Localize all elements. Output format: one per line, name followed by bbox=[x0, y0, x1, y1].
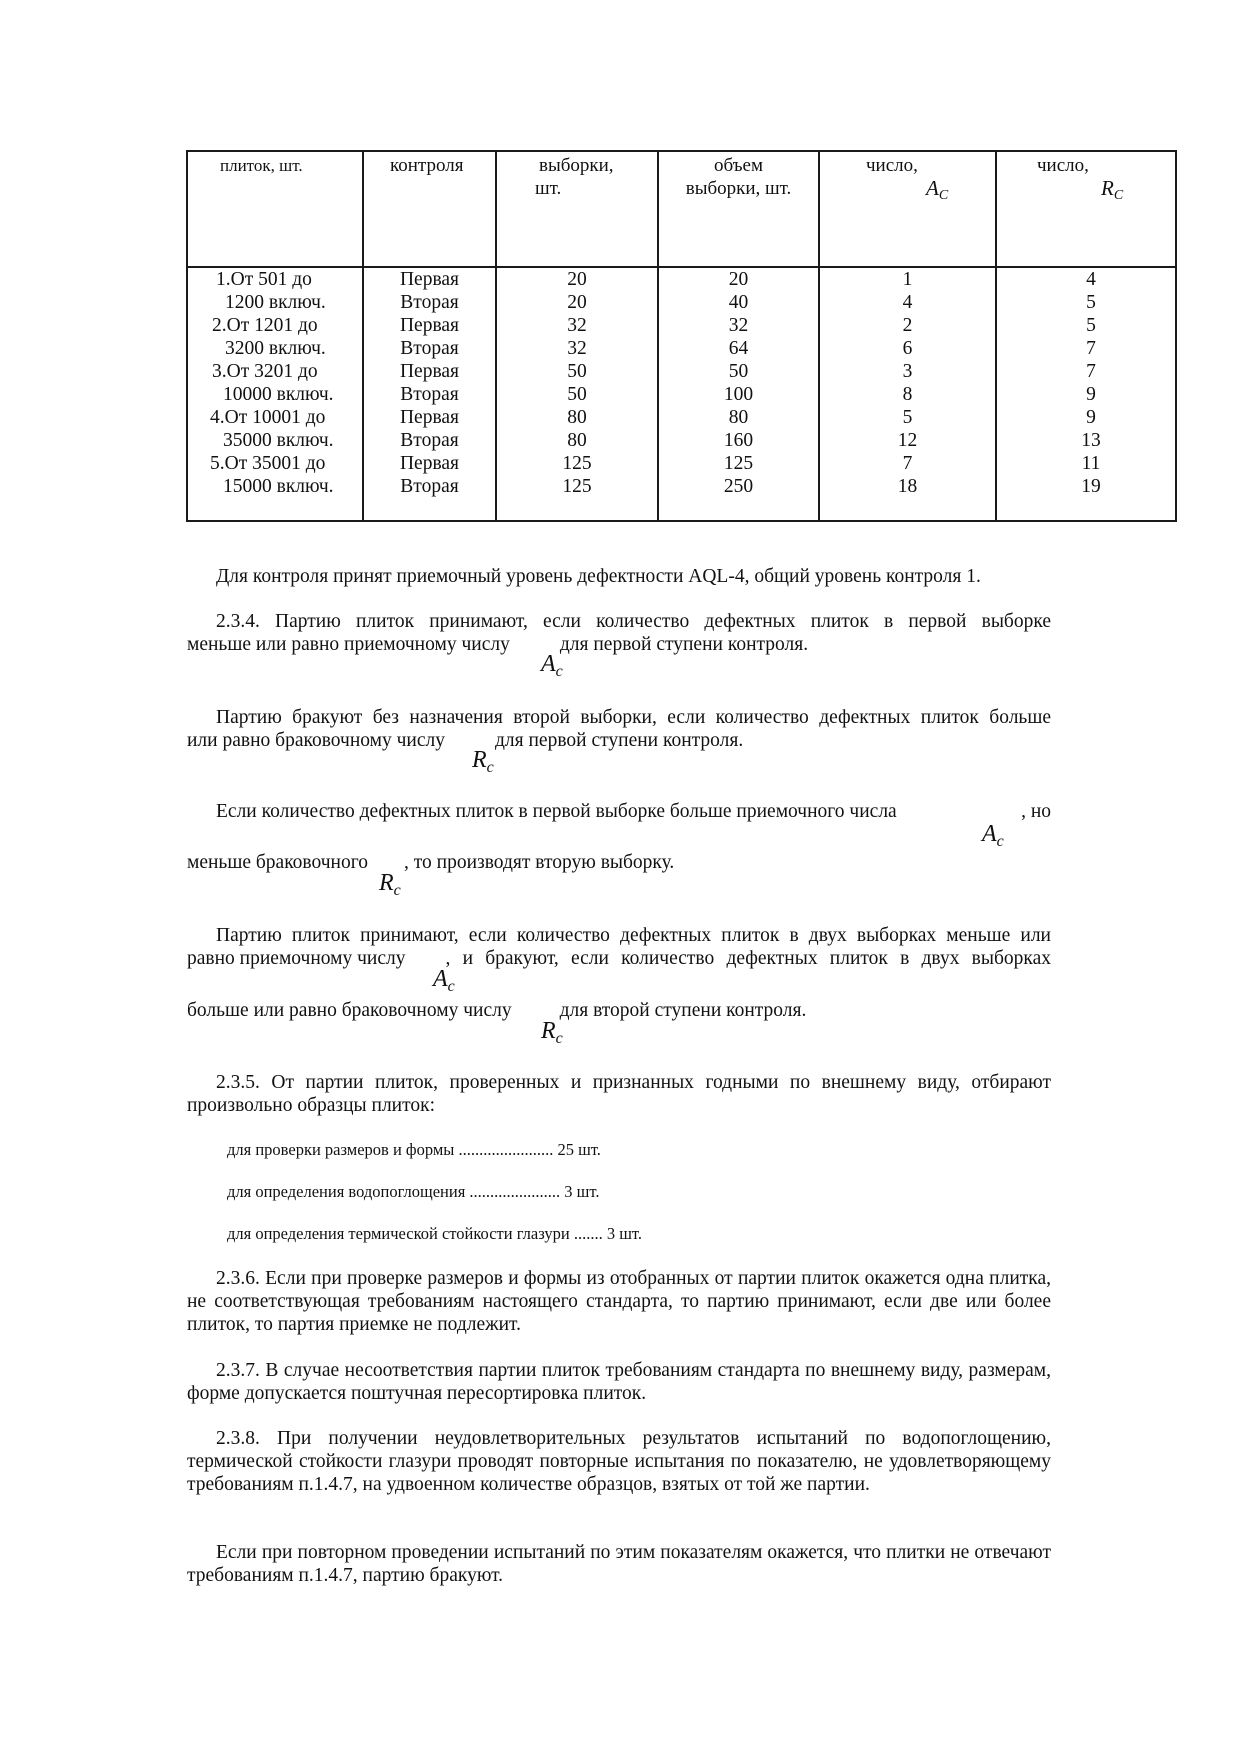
rc-symbol: $R_c$ bbox=[379, 870, 401, 899]
sample-list-item: для определения водопоглощения ...................... 3 шт. bbox=[227, 1182, 600, 1201]
ac-symbol: $A_C$ bbox=[926, 176, 949, 203]
acceptance-table bbox=[186, 150, 1177, 522]
two-samples-line3: больше или равно браковочному числу для второй ступени контроля. bbox=[187, 1000, 807, 1021]
two-samples-line1: Партию плиток принимают, если количество дефектных плиток в двух выборках меньше или bbox=[216, 925, 1051, 946]
reject-paragraph-line1: Партию бракуют без назначения второй выборки, если количество дефектных плиток больше bbox=[216, 707, 1051, 728]
second-sample-line1: Если количество дефектных плиток в первой выборке больше приемочного числа , но bbox=[216, 801, 1051, 822]
sample-list-item: для определения термической стойкости глазури ....... 3 шт. bbox=[227, 1224, 642, 1243]
repeat-test-paragraph: Если при повторном проведении испытаний по этим показателям окажется, что плитки не отвечают требованиям п.1.4.7, партию бракуют. bbox=[187, 1542, 1051, 1586]
header-acceptance-number: число, $A_C$ bbox=[819, 151, 996, 267]
aql-paragraph: Для контроля принят приемочный уровень дефектности AQL-4, общий уровень контроля 1. bbox=[216, 566, 981, 587]
sample-size-column: 20 20 32 32 50 50 80 80 125 125 bbox=[496, 267, 658, 521]
party-size-column: 1.От 501 до 1200 включ. 2.От 1201 до 3200 включ. 3.От 3201 до 10000 включ. 4.От 10001 до 35000 включ. 5.От 35001 до 15000 включ. bbox=[187, 267, 363, 521]
rc-symbol: $R_c$ bbox=[541, 1018, 563, 1047]
header-control-stage: контроля bbox=[363, 151, 496, 267]
table-header-row bbox=[187, 151, 1176, 267]
clause-2-3-4-line2: меньше или равно приемочному числу для первой ступени контроля. bbox=[187, 634, 809, 655]
ac-symbol: $A_c$ bbox=[541, 651, 563, 680]
table-body-row bbox=[187, 267, 1176, 521]
acceptance-number-column: 1 4 2 6 3 8 5 12 7 18 bbox=[819, 267, 996, 521]
total-sample-column: 20 40 32 64 50 100 80 160 125 250 bbox=[658, 267, 819, 521]
stage-column: Первая Вторая Первая Вторая Первая Вторая Первая Вторая Первая Вторая bbox=[363, 267, 496, 521]
two-samples-line2: равно приемочному числу , и бракуют, если количество дефектных плиток в двух выборках bbox=[187, 948, 1051, 969]
rc-symbol: $R_c$ bbox=[472, 747, 494, 776]
clause-2-3-5: 2.3.5. От партии плиток, проверенных и признанных годными по внешнему виду, отбирают произвольно образцы плиток: bbox=[187, 1072, 1051, 1116]
reject-paragraph-line2: или равно браковочному числу для первой ступени контроля. bbox=[187, 730, 744, 751]
header-rejection-number: число, $R_C$ bbox=[996, 151, 1176, 267]
clause-2-3-6: 2.3.6. Если при проверке размеров и формы из отобранных от партии плиток окажется одна плитка, не соответствующая требованиям настоящего стандарта, то партию принимают, если две или более плиток, то партия приемке не подлежит. bbox=[187, 1268, 1051, 1335]
ac-symbol: $A_c$ bbox=[982, 821, 1004, 850]
sample-list-item: для проверки размеров и формы ....................... 25 шт. bbox=[227, 1140, 601, 1159]
clause-2-3-7: 2.3.7. В случае несоответствия партии плиток требованиям стандарта по внешнему виду, размерам, форме допускается поштучная пересортировка плиток. bbox=[187, 1360, 1051, 1404]
rc-symbol: $R_C$ bbox=[1101, 176, 1124, 203]
clause-2-3-4-line1: 2.3.4. Партию плиток принимают, если количество дефектных плиток в первой выборке bbox=[216, 611, 1051, 632]
header-party-size: плиток, шт. bbox=[187, 151, 363, 267]
header-total-sample: объем выборки, шт. bbox=[658, 151, 819, 267]
second-sample-line2: меньше браковочного , то производят вторую выборку. bbox=[187, 852, 675, 873]
rejection-number-column: 4 5 5 7 7 9 9 13 11 19 bbox=[996, 267, 1176, 521]
clause-2-3-8: 2.3.8. При получении неудовлетворительных результатов испытаний по водопоглощению, термической стойкости глазури проводят повторные испытания по показателю, не удовлетворяющему требованиям п.1.4.7, на удвоенном количестве образцов, взятых от той же партии. bbox=[187, 1428, 1051, 1495]
header-sample-size: выборки, шт. bbox=[496, 151, 658, 267]
ac-symbol: $A_c$ bbox=[433, 966, 455, 995]
